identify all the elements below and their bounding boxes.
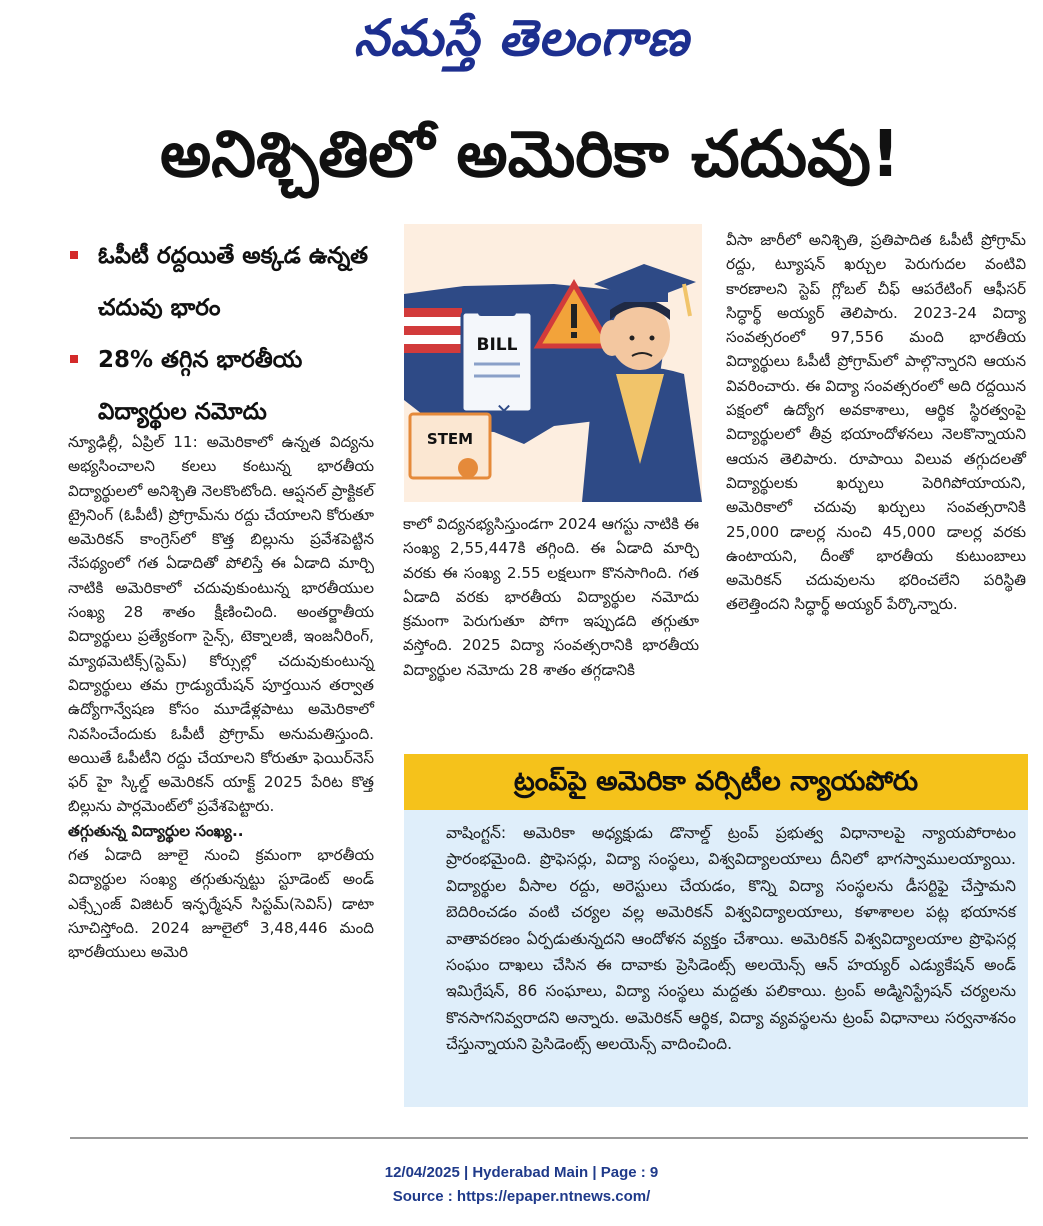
article-column-3 bbox=[726, 228, 1026, 617]
article-subheading: తగ్గుతున్న విద్యార్థుల సంఖ్య.. bbox=[68, 821, 244, 840]
highlight-text: ఓపీటీ రద్దయితే అక్కడ ఉన్నత చదువు భారం bbox=[98, 243, 369, 321]
newspaper-masthead: నమస్తే తెలంగాణ bbox=[353, 8, 690, 67]
svg-text:✕: ✕ bbox=[495, 399, 513, 423]
bullet-square-icon bbox=[70, 355, 78, 363]
article-paragraph: వీసా జారీలో అనిశ్చితి, ప్రతిపాదిత ఓపీటీ ప్రోగ్రామ్ రద్దు, ట్యూషన్ ఖర్చుల పెరుగుదల వంటివి కారణాలని స్టెప్ గ్లోబల్ చీఫ్ ఆపరేటింగ్ ఆఫీసర్ సిద్ధార్థ్ అయ్యర్ తెలిపారు. 2023-24 విద్యా సంవత్సరంలో 97,556 మంది భారతీయ విద్యార్థులు ఓపీటీ ప్రోగ్రామ్‌లో పాల్గొన్నారని ఆయన వివరించారు. ఈ విద్యా సంవత్సరంలో అది రద్దయిన పక్షంలో ఉద్యోగ అవకాశాలు, ఆర్థిక స్థిరత్వంపై విద్యార్థులలో తీవ్ర భయాందోళనలు నెలకొన్నాయని ఆయన తెలిపారు. రూపాయి విలువ తగ్గుదలతో విద్యార్థులకు ఖర్చులు పెరిగిపోయాయని, అమెరికాలో చదువు ఖర్చులు సంవత్సరానికి 25,000 డాలర్ల నుంచి 45,000 డాలర్ల వరకు ఉంటాయని, దీంతో భారతీయ కుటుంబాలు అమెరికన్ చదువులను భరించలేని పరిస్థితి తలెత్తిందని సిద్ధార్థ్ అయ్యర్ పేర్కొన్నారు. bbox=[726, 231, 1026, 614]
footer-divider bbox=[70, 1137, 1028, 1139]
page-headline: అనిశ్చితిలో అమెరికా చదువు! bbox=[159, 118, 901, 192]
article-paragraph: కాలో విద్యనభ్యసిస్తుండగా 2024 ఆగస్టు నాటికి ఈ సంఖ్య 2,55,447కి తగ్గింది. ఈ ఏడాది మార్చి వరకు ఈ సంఖ్య 2.55 లక్షలుగా కొనసాగింది. గత ఏడాది వరకు భారతీయ విద్యార్థుల నమోదు క్రమంగా పెరుగుతూ పోగా ఇప్పుడది తగ్గుతూ వస్తోంది. 2025 విద్యా సంవత్సరానికి భారతీయ విద్యార్థుల నమోదు 28 శాతం తగ్గడానికి bbox=[403, 515, 699, 679]
highlight-item bbox=[68, 230, 398, 334]
sidebar-box-title: ట్రంప్‌పై అమెరికా వర్సిటీల న్యాయపోరు bbox=[404, 754, 1028, 810]
bill-label: BILL bbox=[476, 335, 518, 355]
student-bill-stem-image bbox=[404, 224, 702, 502]
article-column-1 bbox=[68, 430, 374, 965]
student-illustration bbox=[404, 224, 702, 502]
sidebar-box-text: వాషింగ్టన్: అమెరికా అధ్యక్షుడు డొనాల్డ్ ట్రంప్ ప్రభుత్వ విధానాలపై న్యాయపోరాటం ప్రారంభమైంది. ప్రొఫెసర్లు, విద్యా సంస్థలు, విశ్వవిద్యాలయాలు దీనిలో భాగస్వాములయ్యాయి. విద్యార్థుల వీసాల రద్దు, అరెస్టులు చేయడం, కొన్ని విద్యా సంస్థలను డీసర్టిఫై చేస్తామని బెదిరించడం వంటి చర్యల వల్ల అమెరికన్ విశ్వవిద్యాలయాలు, కళాశాలల పట్ల భయానక వాతావరణం ఏర్పడుతున్నదని ఆందోళన వ్యక్తం చేశాయి. అమెరికన్ విశ్వవిద్యాలయాల ప్రొఫెసర్ల సంఘం దాఖలు చేసిన ఈ దావాకు ప్రెసిడెంట్స్ అలయెన్స్ ఆన్ హయ్యర్ ఎడ్యుకేషన్ అండ్ ఇమిగ్రేషన్, 86 సంఘాలు, విద్యా సంస్థలు మద్దతు పలికాయి. ట్రంప్ అడ్మినిస్ట్రేషన్ చర్యలను కొనసాగనివ్వరాదని అన్నారు. అమెరికన్ ఆర్థిక, విద్యా వ్యవస్థలను ట్రంప్ విధానాలు సర్వనాశనం చేస్తున్నాయని ప్రెసిడెంట్స్ అలయెన్స్ వాదించింది. bbox=[446, 824, 1016, 1054]
highlights-list bbox=[68, 230, 398, 438]
article-paragraph: న్యూఢిల్లీ, ఏప్రిల్ 11: అమెరికాలో ఉన్నత విద్యను అభ్యసించాలని కలలు కంటున్న భారతీయ విద్యార్థులలో అనిశ్చితి నెలకొంటోంది. ఆప్షనల్ ప్రాక్టికల్ ట్రైనింగ్ (ఓపీటీ) ప్రోగ్రామ్‌ను రద్దు చేయాలని కోరుతూ అమెరికన్ కాంగ్రెస్‌లో కొత్త బిల్లును ప్రవేశపెట్టిన నేపథ్యంలో గత ఏడాదితో పోలిస్తే ఈ ఏడాది మార్చి నాటికి అమెరికాలో చదువుకుంటున్న భారతీయుల సంఖ్య 28 శాతం క్షీణించింది. అంతర్జాతీయ విద్యార్థులు ప్రత్యేకంగా సైన్స్, టెక్నాలజీ, ఇంజనీరింగ్, మ్యాథమెటిక్స్(స్టెమ్) కోర్సుల్లో చదువుకుంటున్న విద్యార్థులు తమ గ్రాడ్యుయేషన్ పూర్తయిన తర్వాత ఉద్యోగాన్వేషణ కోసం మూడేళ్లపాటు అమెరికాలో నివసించేందుకు ఓపీటీ ప్రోగ్రామ్ అనుమతిస్తుంది. అయితే ఓపీటీని రద్దు చేయాలని కోరుతూ ఫెయిర్‌నెస్ ఫర్ హై స్కిల్డ్ అమెరికన్ యాక్ట్ 2025 పేరిట కొత్త బిల్లును పార్లమెంట్‌లో ప్రవేశపెట్టారు. bbox=[68, 433, 374, 816]
footer-source-link[interactable]: Source : https://epaper.ntnews.com/ bbox=[392, 1188, 651, 1205]
stem-label: STEM bbox=[426, 430, 474, 448]
article-column-2 bbox=[403, 512, 699, 682]
highlight-item bbox=[68, 334, 398, 438]
footer-date-edition: 12/04/2025 | Hyderabad Main | Page : 9 bbox=[384, 1164, 659, 1181]
bullet-square-icon bbox=[70, 251, 78, 259]
article-paragraph: గత ఏడాది జూలై నుంచి క్రమంగా భారతీయ విద్యార్థుల సంఖ్య తగ్గుతున్నట్టు స్టూడెంట్ అండ్ ఎక్స్చేంజ్ విజిటర్ ఇన్ఫర్మేషన్ సిస్టమ్(సెవిస్) డాటా సూచిస్తోంది. 2024 జూలైలో 3,48,446 మంది భారతీయులు అమెరి bbox=[68, 846, 374, 962]
highlight-text: 28% తగ్గిన భారతీయ విద్యార్థుల నమోదు bbox=[98, 347, 303, 425]
